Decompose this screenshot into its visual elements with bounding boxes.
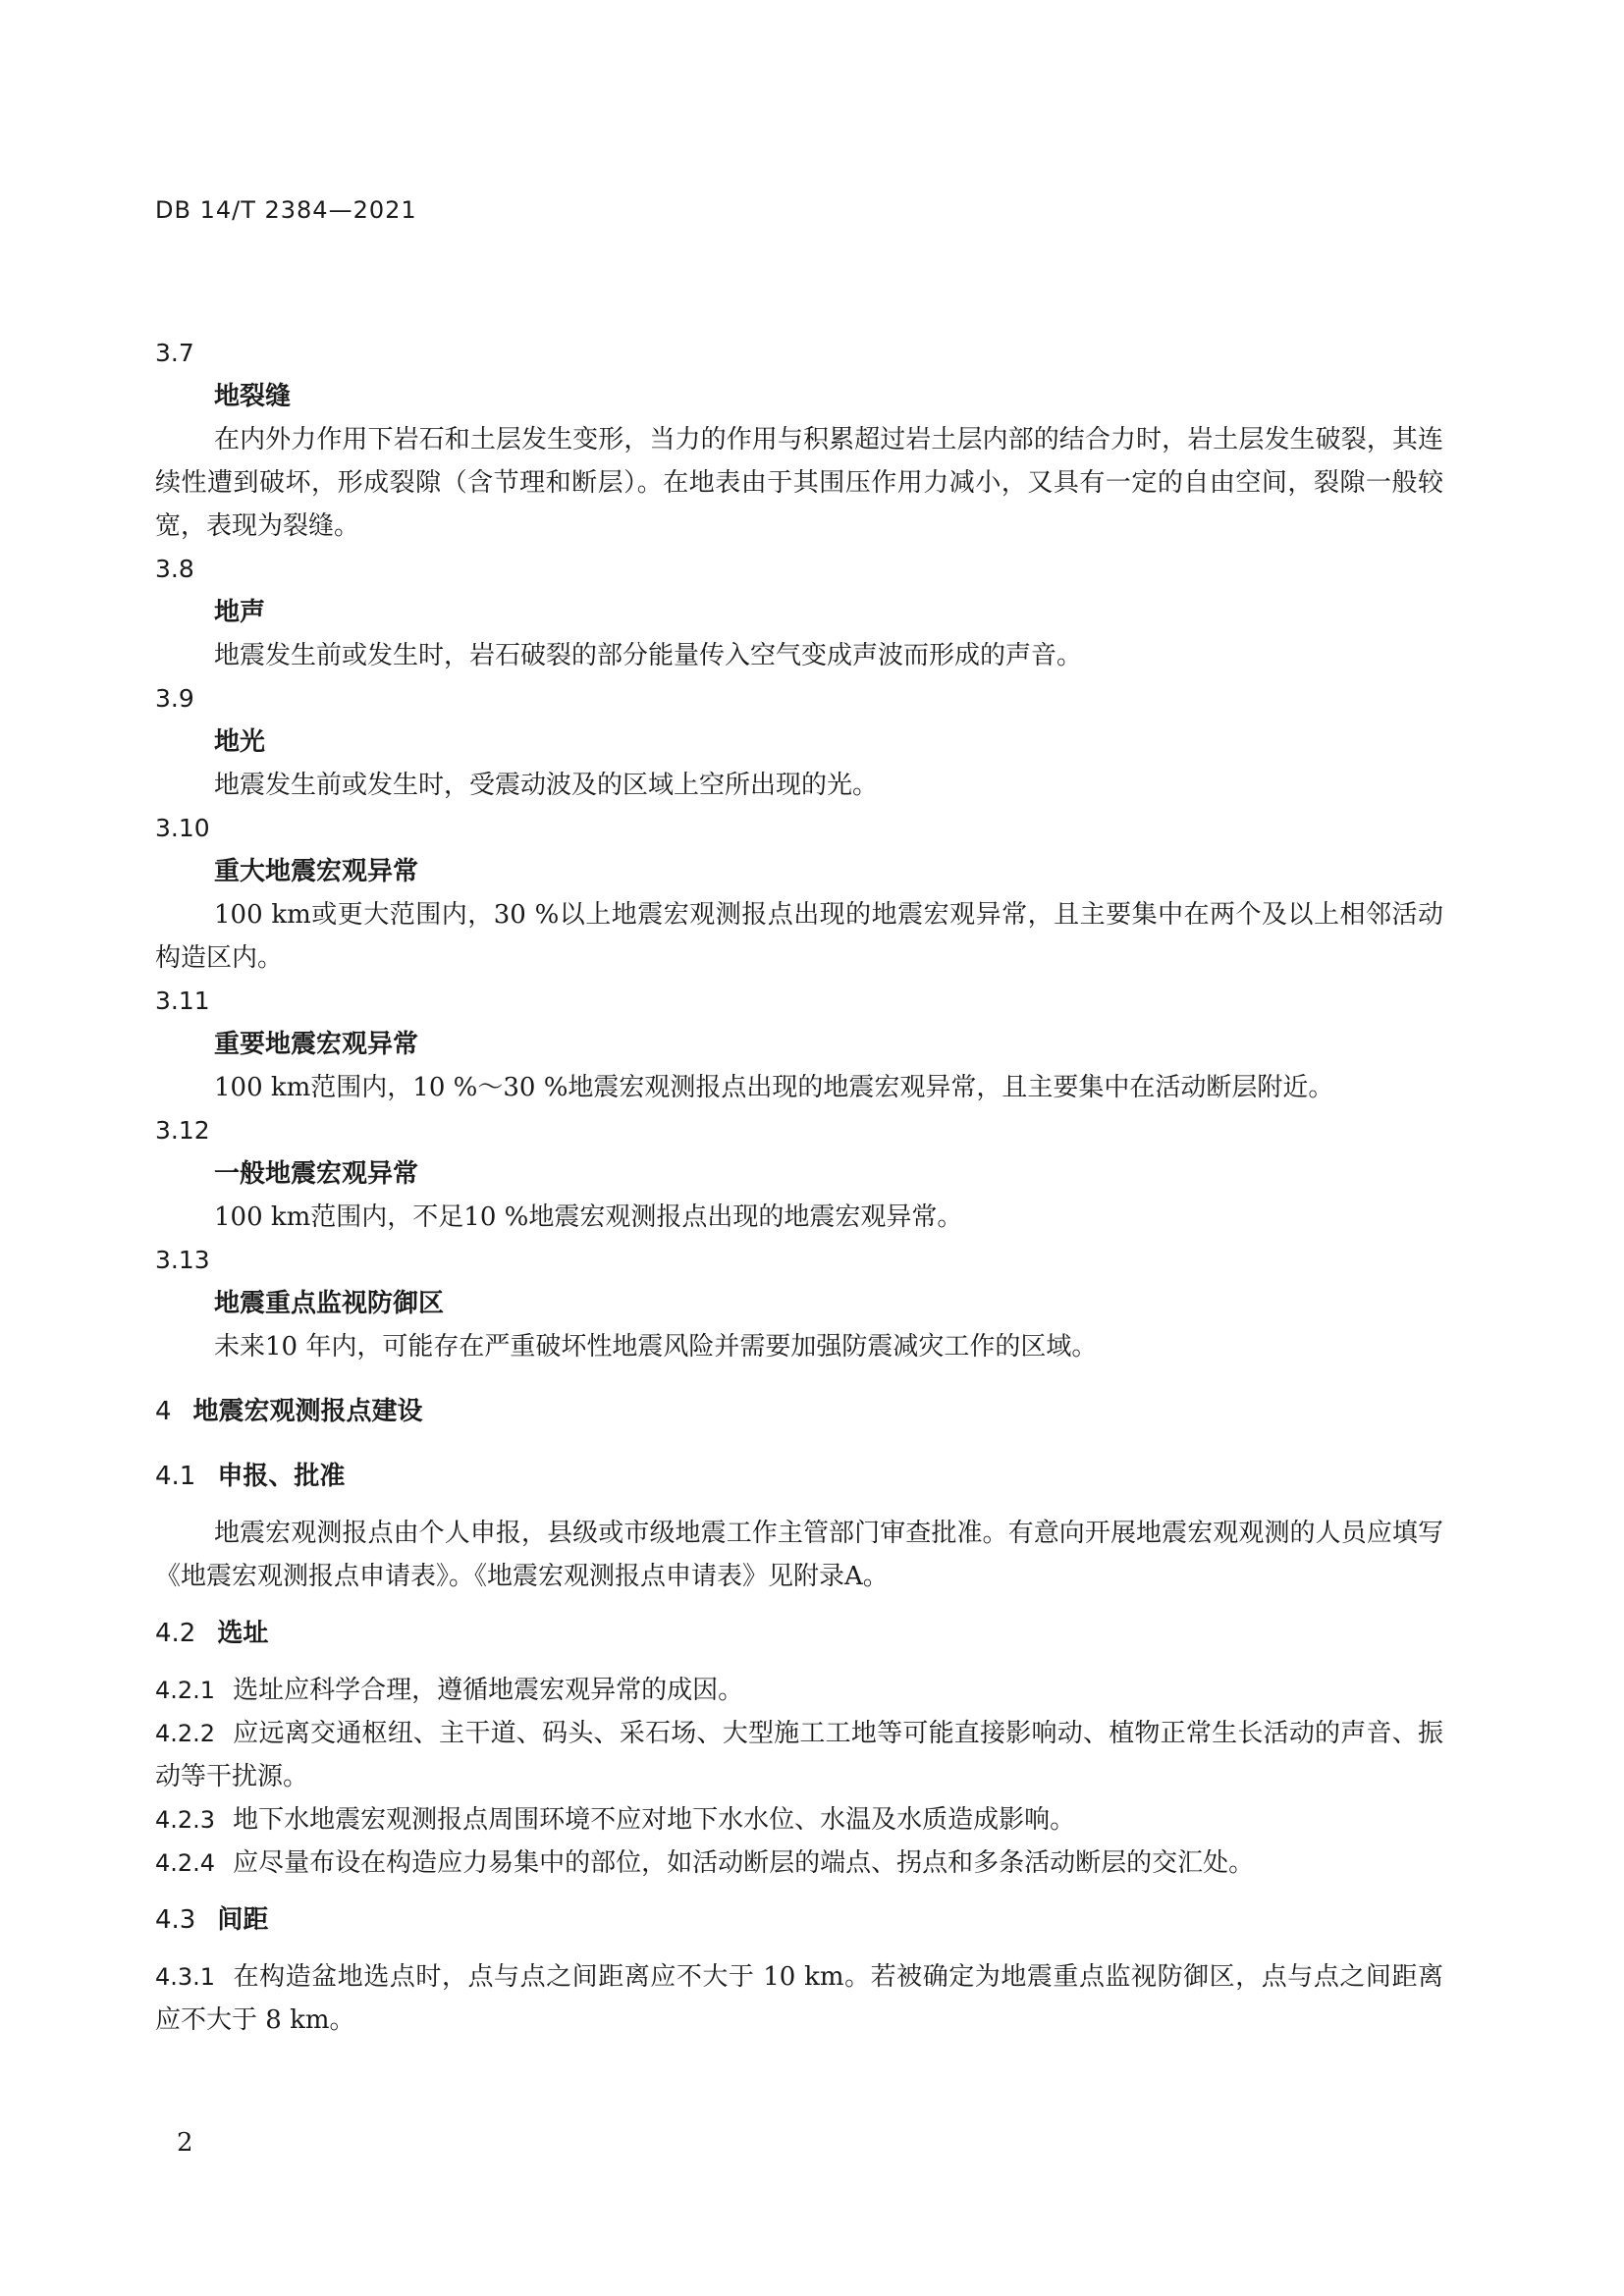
clause <box>155 1712 1443 1798</box>
subsection-paragraph: 地震宏观测报点由个人申报，县级或市级地震工作主管部门审查批准。有意向开展地震宏观观测的人员应填写《地震宏观测报点申请表》。《地震宏观测报点申请表》见附录A。 <box>155 1519 1443 1591</box>
term-entry <box>155 1109 1443 1239</box>
term-entry <box>155 807 1443 980</box>
term-entry <box>155 980 1443 1109</box>
subsection-number: 4.1 <box>155 1462 196 1491</box>
subsection-number: 4.2 <box>155 1619 196 1648</box>
clause-text: 应尽量布设在构造应力易集中的部位，如活动断层的端点、拐点和多条活动断层的交汇处。 <box>233 1848 1255 1878</box>
term-definition: 地震发生前或发生时，岩石破裂的部分能量传入空气变成声波而形成的声音。 <box>214 641 1083 670</box>
document-code-header: DB 14/T 2384—2021 <box>155 196 417 224</box>
subsection-number: 4.3 <box>155 1905 196 1935</box>
term-entry <box>155 1239 1443 1368</box>
subsection-title: 间距 <box>217 1905 269 1935</box>
page-content <box>155 332 1443 2042</box>
clause-text: 选址应科学合理，遵循地震宏观异常的成因。 <box>233 1676 744 1705</box>
section-number: 4 <box>155 1397 172 1426</box>
term-definition: 地震发生前或发生时，受震动波及的区域上空所出现的光。 <box>214 771 879 800</box>
subsection-heading <box>155 1455 1443 1498</box>
term-number: 3.11 <box>155 987 210 1015</box>
term-entry <box>155 332 1443 548</box>
subsection-heading <box>155 1612 1443 1655</box>
term-definition: 100 km或更大范围内，30 %以上地震宏观测报点出现的地震宏观异常，且主要集中在两个及以上相邻活动构造区内。 <box>155 900 1443 973</box>
term-definition: 在内外力作用下岩石和土层发生变形，当力的作用与积累超过岩土层内部的结合力时，岩土层发生破裂，其连续性遭到破坏，形成裂隙（含节理和断层）。在地表由于其围压作用力减小，又具有一定的自由空间，裂隙一般较宽，表现为裂缝。 <box>155 425 1443 541</box>
subsection-title: 申报、批准 <box>217 1462 346 1491</box>
clause-number: 4.2.4 <box>155 1849 216 1877</box>
clause <box>155 1798 1443 1842</box>
clause-number: 4.3.1 <box>155 1963 216 1991</box>
term-name: 地光 <box>214 727 266 757</box>
subsection-heading <box>155 1898 1443 1942</box>
page-number: 2 <box>177 2128 193 2158</box>
term-number: 3.12 <box>155 1116 210 1145</box>
term-number: 3.13 <box>155 1246 210 1274</box>
term-name: 地声 <box>214 598 266 627</box>
section-heading <box>155 1390 1443 1433</box>
clause <box>155 1669 1443 1712</box>
term-number: 3.8 <box>155 555 194 583</box>
clause-text: 地下水地震宏观测报点周围环境不应对地下水水位、水温及水质造成影响。 <box>233 1805 1076 1835</box>
clause-number: 4.2.3 <box>155 1806 216 1834</box>
clause-text: 应远离交通枢纽、主干道、码头、采石场、大型施工工地等可能直接影响动、植物正常生长活动的声音、振动等干扰源。 <box>155 1719 1443 1791</box>
term-number: 3.10 <box>155 814 210 842</box>
clause-number: 4.2.1 <box>155 1677 216 1704</box>
clause <box>155 1955 1443 2042</box>
term-name: 重大地震宏观异常 <box>214 857 419 886</box>
term-definition: 100 km范围内，10 %～30 %地震宏观测报点出现的地震宏观异常，且主要集中在活动断层附近。 <box>214 1073 1334 1102</box>
term-entry <box>155 548 1443 677</box>
term-name: 重要地震宏观异常 <box>214 1030 419 1059</box>
section-title: 地震宏观测报点建设 <box>192 1397 423 1426</box>
term-entry <box>155 677 1443 807</box>
term-number: 3.7 <box>155 339 194 367</box>
term-name: 一般地震宏观异常 <box>214 1159 419 1189</box>
subsection-title: 选址 <box>217 1619 269 1648</box>
term-name: 地震重点监视防御区 <box>214 1289 445 1318</box>
term-name: 地裂缝 <box>214 382 292 411</box>
term-number: 3.9 <box>155 684 194 713</box>
clause-number: 4.2.2 <box>155 1720 216 1747</box>
clause-text: 在构造盆地选点时，点与点之间距离应不大于 10 km。若被确定为地震重点监视防御区，点与点之间距离应不大于 8 km。 <box>155 1962 1443 2035</box>
term-definition: 100 km范围内，不足10 %地震宏观测报点出现的地震宏观异常。 <box>214 1202 963 1232</box>
clause <box>155 1842 1443 1885</box>
term-definition: 未来10 年内，可能存在严重破坏性地震风险并需要加强防震减灾工作的区域。 <box>214 1332 1098 1362</box>
